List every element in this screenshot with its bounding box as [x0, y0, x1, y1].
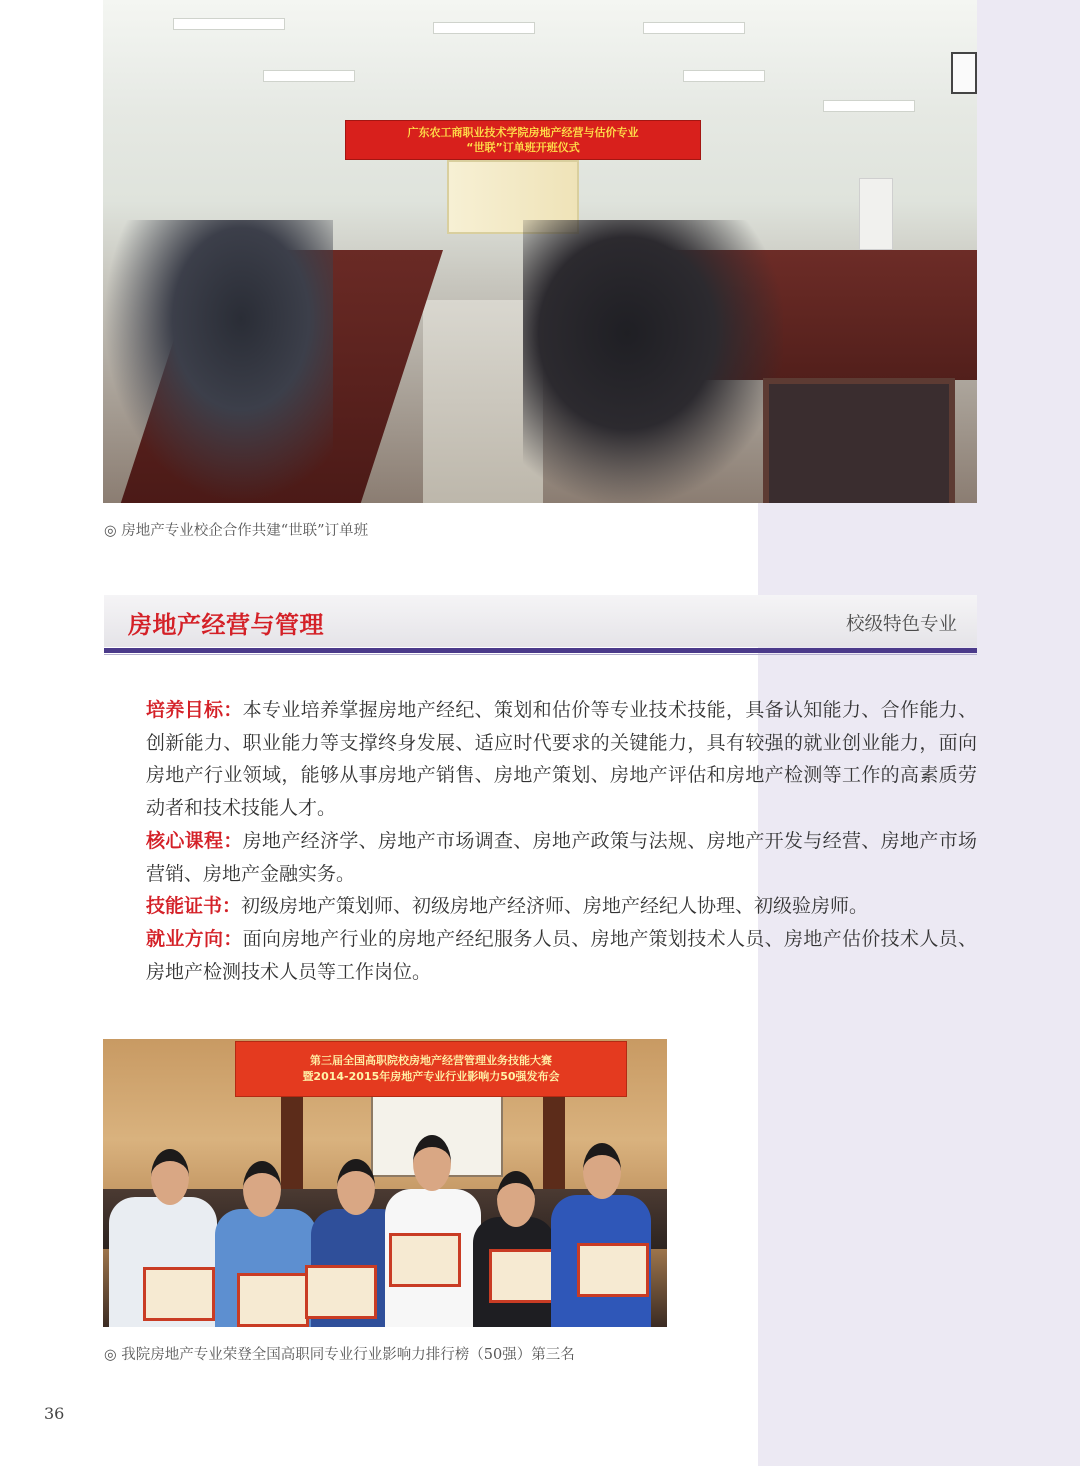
ceiling-light	[643, 22, 745, 34]
person-head	[583, 1143, 621, 1199]
section-divider-thin	[104, 654, 977, 655]
person-head	[243, 1161, 281, 1217]
paragraph-training-goal	[104, 694, 977, 825]
event-banner-line1: 广东农工商职业技术学院房地产经营与估价专业	[407, 126, 639, 139]
ceiling-light	[263, 70, 355, 82]
wall-clock	[951, 52, 977, 94]
certificate	[305, 1265, 377, 1319]
certificate	[389, 1233, 461, 1287]
attendees-left	[103, 220, 333, 503]
body-text	[104, 694, 977, 988]
paragraph-label: 培养目标：	[146, 699, 243, 721]
certificate	[237, 1273, 309, 1327]
paragraph-label: 就业方向：	[146, 927, 243, 950]
office-chair	[763, 378, 955, 503]
curtain	[543, 1095, 565, 1195]
ceiling-light	[823, 100, 915, 112]
paragraph-text: 面向房地产行业的房地产经纪服务人员、房地产策划技术人员、房地产估价技术人员、房地产检测技术人员等工作岗位。	[146, 927, 977, 983]
person-head	[151, 1149, 189, 1205]
ceiling-light	[173, 18, 285, 30]
person-head	[413, 1135, 451, 1191]
section-title: 房地产经营与管理	[128, 611, 324, 639]
section-header	[104, 595, 977, 647]
person-head	[497, 1171, 535, 1227]
person-head	[337, 1159, 375, 1215]
award-ceremony-photo	[103, 1039, 667, 1327]
certificate	[143, 1267, 215, 1321]
paragraph-text: 房地产经济学、房地产市场调查、房地产政策与法规、房地产开发与经营、房地产市场营销、房地产金融实务。	[146, 829, 977, 885]
ceremony-banner-line2: 暨2014-2015年房地产专业行业影响力50强发布会	[302, 1070, 560, 1083]
ceremony-banner	[235, 1041, 627, 1097]
ceiling-light	[683, 70, 765, 82]
paragraph-text: 本专业培养掌握房地产经纪、策划和估价等专业技术技能，具备认知能力、合作能力、创新能力、职业能力等支撑终身发展、适应时代要求的关键能力，具有较强的就业创业能力，面向房地产行业领域，能够从事房地产销售、房地产策划、房地产评估和房地产检测等工作的高素质劳动者和技术技能人才。	[146, 699, 977, 820]
photo-ceiling	[103, 0, 977, 110]
page-number: 36	[44, 1404, 65, 1423]
paragraph-core-courses	[104, 825, 977, 890]
paragraph-label: 技能证书：	[146, 895, 242, 918]
paragraph-career	[104, 923, 977, 988]
photo-caption-1: ◎ 房地产专业校企合作共建“世联”订单班	[104, 523, 369, 539]
attendees-right	[523, 220, 783, 503]
section-tag: 校级特色专业	[845, 614, 957, 635]
paragraph-text: 初级房地产策划师、初级房地产经济师、房地产经纪人协理、初级验房师。	[241, 895, 869, 918]
paragraph-certificates	[104, 890, 977, 923]
photo-caption-2: ◎ 我院房地产专业荣登全国高职同专业行业影响力排行榜（50强）第三名	[104, 1347, 575, 1363]
certificate	[577, 1243, 649, 1297]
meeting-room-photo	[103, 0, 977, 503]
event-banner	[345, 120, 701, 160]
event-banner-line2: “世联”订单班开班仪式	[466, 141, 580, 154]
paragraph-label: 核心课程：	[146, 829, 243, 852]
ceiling-light	[433, 22, 535, 34]
section-divider	[104, 648, 977, 653]
air-conditioner	[859, 178, 893, 250]
curtain	[281, 1095, 303, 1195]
ceremony-banner-line1: 第三届全国高职院校房地产经营管理业务技能大赛	[310, 1054, 552, 1067]
